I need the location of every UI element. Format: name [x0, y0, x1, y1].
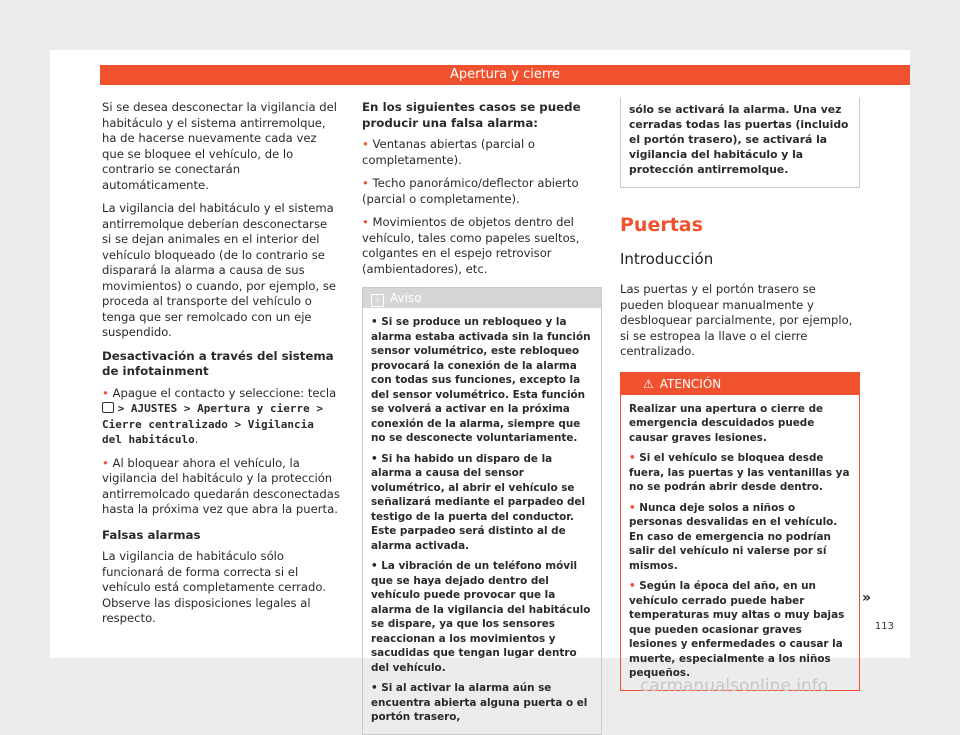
bullet-item: • Techo panorámico/deflector abierto (parcial o completamente). [362, 176, 579, 206]
warning-body [621, 395, 859, 690]
notice-continuation: sólo se activará la alarma. Una vez cerradas todas las puertas (incluido el portón trasero), se activará la vigilancia del habitáculo y la protección antirremolque. [620, 98, 860, 188]
subsection-title: Introducción [620, 250, 714, 268]
column-middle [362, 100, 602, 735]
warning-item: • Según la época del año, en un vehículo cerrado puede haber temperaturas muy altas o muy bajas que pueden ocasionar graves lesiones y enfermedades o causar la muerte, especialmente a los niños pequeños. [629, 580, 845, 679]
menu-key-icon [102, 402, 114, 413]
bullet-icon: • [102, 385, 113, 400]
menu-path: > AJUSTES > Apertura y cierre > Cierre centralizado > Vigilancia del habitáculo [102, 402, 323, 446]
notice-item: • Si ha habido un disparo de la alarma a causa del sensor volumétrico, al abrir el vehículo se señalizará mediante el parpadeo del testigo de la puerta del conductor. Este parpadeo será distinto al de alarma activada. [371, 452, 586, 552]
column-right [620, 100, 860, 691]
notice-item: • Si al activar la alarma aún se encuentra abierta alguna puerta o el portón trasero, [371, 682, 588, 723]
paragraph: Las puertas y el portón trasero se pueden bloquear manualmente y desbloquear parcialmente, por ejemplo, si se estropea la llave o el cierre centralizado. [620, 282, 853, 358]
bullet-item: • Al bloquear ahora el vehículo, la vigilancia del habitáculo y la protección antirremolcado quedarán desconectadas hasta la próxima vez que abra la puerta. [102, 455, 340, 516]
paragraph: Si se desea desconectar la vigilancia del habitáculo y el sistema antirremolque, ha de hacerse nuevamente cada vez que se bloquee el vehículo, de lo contrario se conectarán automáticamente. [102, 100, 337, 192]
info-icon: i [371, 294, 384, 307]
notice-body [363, 308, 601, 734]
page-number: 113 [874, 621, 894, 632]
watermark: carmanualsonline.info [640, 676, 829, 696]
column-left [102, 100, 340, 635]
heading-false-alarms: Falsas alarmas [102, 527, 201, 542]
chapter-header: Apertura y cierre [100, 65, 910, 85]
warning-header: ⚠ ATENCIÓN [621, 373, 859, 395]
paragraph: La vigilancia del habitáculo y el sistema antirremolque deberían desconectarse si se dejan animales en el interior del vehículo bloqueado (de lo contrario se disparará la alarma a causa de sus movimientos) o cuando, por ejemplo, se proceda al transporte del vehículo o tenga que ser remolcado con un eje suspendido. [102, 201, 337, 339]
heading-false-alarm-cases: En los siguientes casos se puede producir una falsa alarma: [362, 100, 581, 130]
bullet-icon: • [362, 176, 373, 190]
warning-item: • Nunca deje solos a niños o personas desvalidas en el vehículo. En caso de emergencia no podrían salir del vehículo ni valerse por sí mismos. [629, 501, 838, 572]
bullet-item: • Ventanas abiertas (parcial o completamente). [362, 137, 536, 167]
warning-triangle-icon: ⚠ [643, 376, 654, 391]
section-title: Puertas [620, 214, 703, 236]
bullet-item: • Movimientos de objetos dentro del vehículo, tales como papeles sueltos, colgantes en el espejo retrovisor (ambientadores), etc. [362, 215, 580, 276]
warning-intro: Realizar una apertura o cierre de emergencia descuidados puede causar graves lesiones. [629, 402, 824, 444]
notice-item: • Si se produce un rebloqueo y la alarma estaba activada sin la función sensor volumétrico, este rebloqueo provocará la conexión de la alarma con todas sus funciones, excepto la del sensor volumétrico. Esta función se volverá a activar en la próxima conexión de la alarma, siempre que no se desconecte voluntariamente. [371, 316, 591, 444]
bullet-icon: • [362, 137, 373, 151]
continue-mark: » [862, 590, 872, 606]
paragraph: La vigilancia de habitáculo sólo funcionará de forma correcta si el vehículo está completamente cerrado. Observe las disposiciones legales al respecto. [102, 549, 326, 625]
warning-item: • Si el vehículo se bloquea desde fuera, las puertas y las ventanillas ya no se podrán abrir desde dentro. [629, 452, 850, 493]
bullet-icon: • [102, 455, 113, 470]
warning-box [620, 372, 860, 691]
notice-item: • La vibración de un teléfono móvil que se haya dejado dentro del vehículo puede provocar que la alarma de la vigilancia del habitáculo se dispare, ya que los sensores reaccionan a los movimientos y sacudidas que tengan lugar dentro del vehículo. [371, 560, 591, 674]
bullet-icon: • [362, 215, 373, 229]
bullet-item: • Apague el contacto y seleccione: tecla > AJUSTES > Apertura y cierre > Cierre centralizado > Vigilancia del habitáculo. [102, 385, 337, 446]
notice-header: i Aviso [363, 288, 601, 308]
notice-box [362, 287, 602, 735]
heading-deactivation: Desactivación a través del sistema de infotainment [102, 348, 334, 378]
